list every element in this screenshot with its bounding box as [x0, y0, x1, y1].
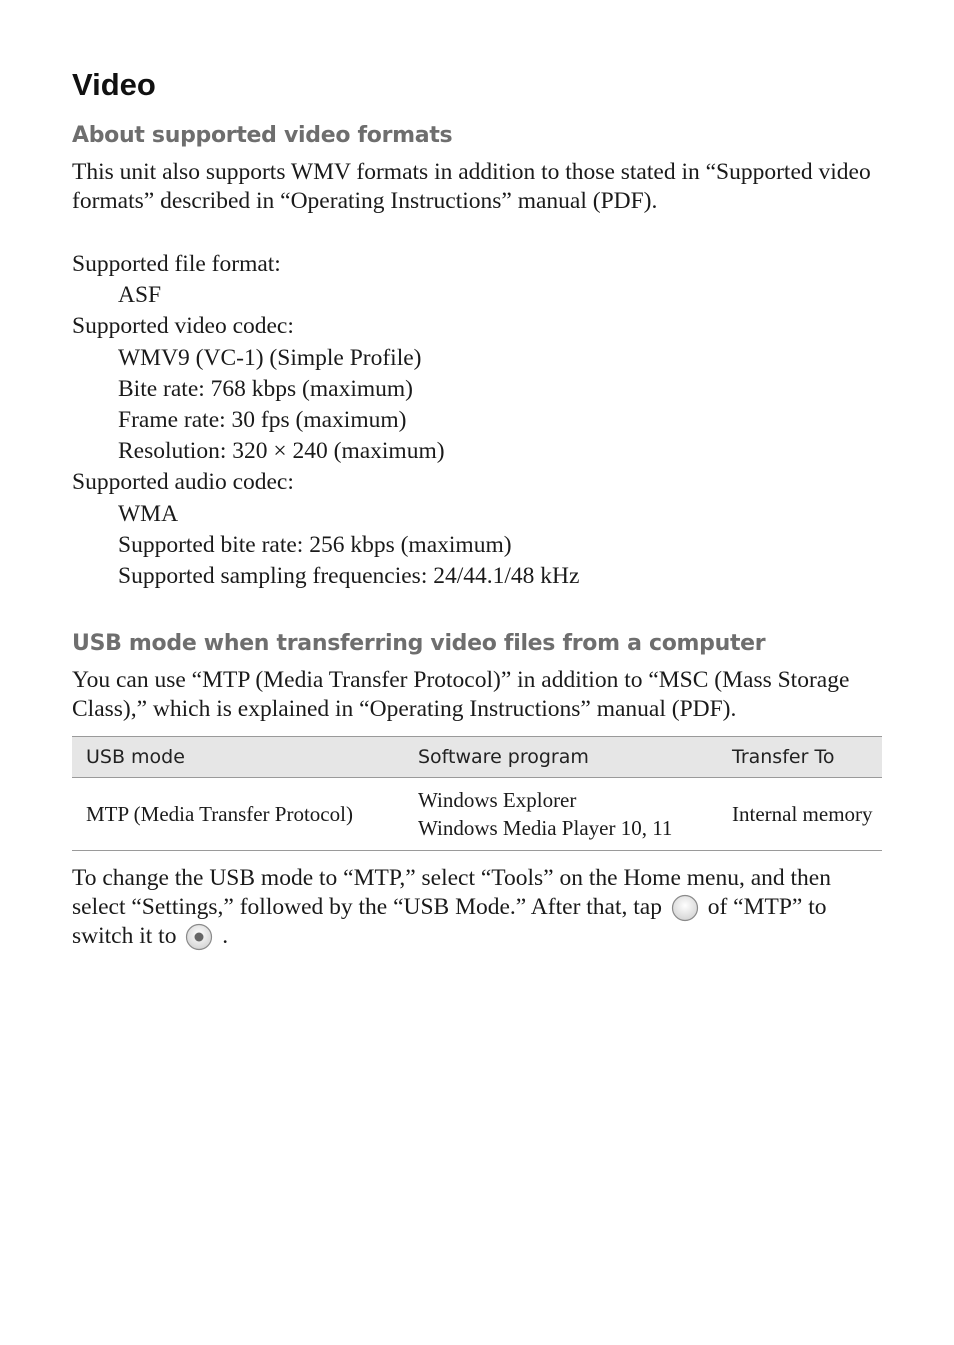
usb-mode-table [72, 736, 882, 851]
spec-line: WMA [118, 500, 179, 527]
spec-line: Supported bite rate: 256 kbps (maximum) [118, 531, 512, 558]
table-header-row [72, 737, 882, 778]
cell-transfer-to: Internal memory [732, 802, 873, 827]
spec-line: Bite rate: 768 kbps (maximum) [118, 375, 414, 402]
spec-line: Resolution: 320 × 240 (maximum) [118, 438, 445, 465]
header-transfer-to: Transfer To [732, 746, 835, 769]
table-row [72, 778, 882, 851]
software-line: Windows Explorer [418, 788, 577, 813]
radio-unselected-icon [671, 894, 699, 922]
video-formats-intro: This unit also supports WMV formats in addition to those stated in “Supported video formats” described in “Operating Instructions” manual (PDF). [72, 159, 871, 214]
page-title: Video [72, 67, 156, 102]
header-software-program: Software program [418, 746, 589, 769]
radio-selected-icon [185, 923, 213, 951]
software-line: Windows Media Player 10, 11 [418, 816, 673, 841]
spec-line: ASF [118, 282, 162, 309]
cell-usb-mode: MTP (Media Transfer Protocol) [86, 802, 353, 827]
section-heading-video-formats: About supported video formats [72, 123, 453, 148]
instructions-text: . [222, 922, 229, 949]
usb-mode-instructions [72, 864, 882, 951]
cell-software-program [404, 778, 718, 851]
page [72, 62, 882, 951]
spec-line: Supported audio codec: [72, 469, 294, 496]
usb-mode-intro: You can use “MTP (Media Transfer Protocol)” in addition to “MSC (Mass Storage Class),” which is explained in “Operating Instructions” manual (PDF). [72, 667, 850, 722]
section-heading-usb-mode: USB mode when transferring video files from a computer [72, 631, 766, 657]
header-usb-mode: USB mode [86, 746, 185, 769]
spec-line: Frame rate: 30 fps (maximum) [118, 407, 407, 434]
instructions-text: To change the USB mode to “MTP,” select “Tools” on the Home menu, and then select “Settings,” followed by the “USB Mode.” After that, tap [72, 865, 831, 920]
spec-list [72, 249, 882, 592]
spec-line: Supported sampling frequencies: 24/44.1/48 kHz [118, 563, 580, 590]
instructions-text: of “MTP” to switch it to [72, 893, 827, 949]
spec-line: Supported file format: [72, 251, 281, 277]
spec-line: WMV9 (VC-1) (Simple Profile) [118, 344, 422, 371]
spec-line: Supported video codec: [72, 313, 294, 340]
